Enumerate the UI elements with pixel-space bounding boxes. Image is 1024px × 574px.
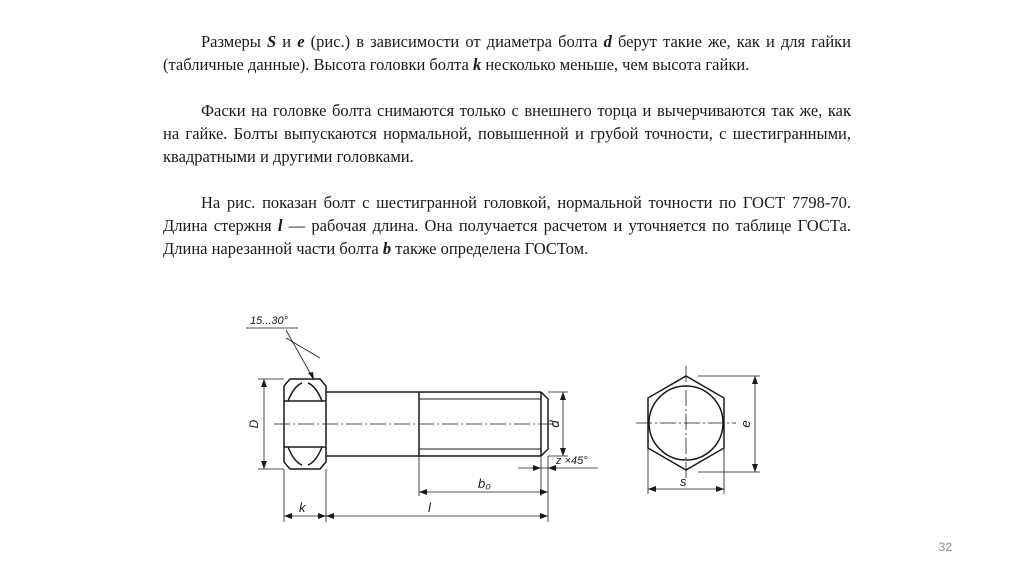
paragraph-dimensions: [163, 30, 851, 76]
paragraph-text: несколько меньше, чем высота гайки.: [481, 55, 750, 74]
label-e: e: [738, 420, 753, 428]
paragraph-bolt-figure: [163, 191, 851, 260]
paragraph-text: Фаски на головке болта снимаются только с внешнего торца и вычерчиваются так же, как на гайке. Болты выпускаются нормальной, повышенной и грубой точности, с шестигранными, квадратными и другими головками.: [163, 101, 851, 166]
paragraph-text: берут такие же, как и для гайки (табличные данные). Высота головки болта: [163, 32, 851, 74]
head-arc-right-top: [308, 383, 322, 401]
bolt-drawing: [228, 300, 788, 530]
label-D: D: [247, 419, 261, 429]
page-number: 32: [938, 540, 952, 554]
label-d: d: [547, 420, 562, 428]
bolt-drawing-svg: [228, 300, 788, 530]
paragraph-text: На рис. показан болт с шестигранной головкой, нормальной точности по ГОСТ 7798-70. Длина стержня: [163, 193, 851, 235]
variable-e: e: [297, 32, 305, 51]
label-b0: b₀: [478, 476, 491, 491]
label-chamfer: z ×45°: [556, 455, 588, 467]
head-arc-left-top: [288, 383, 302, 401]
paragraph-chamfers: [163, 99, 851, 168]
label-l: l: [428, 500, 431, 515]
text-block: [163, 30, 851, 283]
head-arc-left-bottom: [288, 447, 302, 465]
variable-d: d: [603, 32, 612, 51]
paragraph-text: также определена ГОСТом.: [391, 239, 589, 258]
label-angle: 15...30°: [250, 315, 289, 327]
variable-k: k: [472, 55, 482, 74]
paragraph-text: и: [276, 32, 298, 51]
label-s: s: [680, 474, 687, 489]
head-arc-right-bottom: [308, 447, 322, 465]
paragraph-text: Размеры: [201, 32, 267, 51]
paragraph-text: — рабочая длина. Она получается расчетом и уточняется по таблице ГОСТа. Длина нарезанной части болта: [163, 216, 851, 258]
variable-l: l: [277, 216, 283, 235]
variable-b: b: [382, 239, 392, 258]
paragraph-text: (рис.) в зависимости от диаметра болта: [304, 32, 604, 51]
variable-S: S: [267, 32, 277, 51]
label-k: k: [299, 500, 306, 515]
